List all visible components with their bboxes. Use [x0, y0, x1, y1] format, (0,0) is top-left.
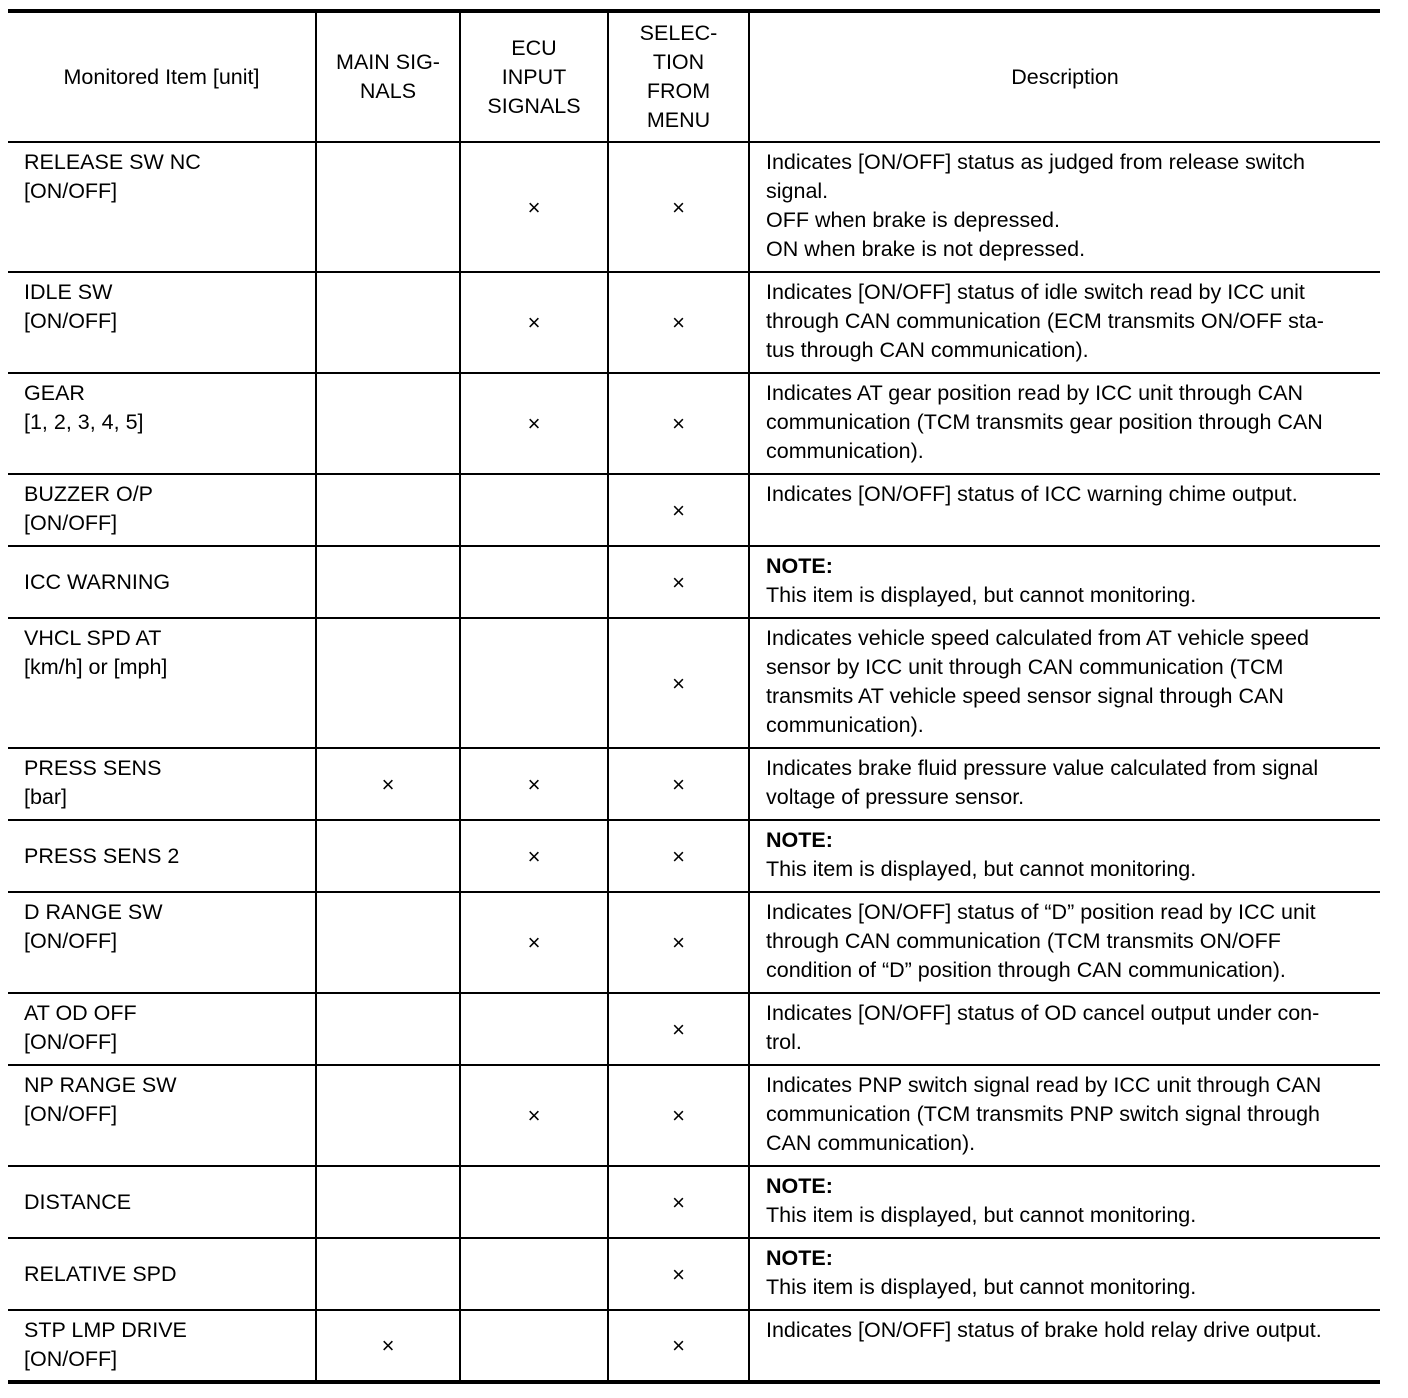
description-line: Indicates [ON/OFF] status as judged from release switch: [766, 150, 1305, 174]
ecu-mark-cell: [460, 1065, 608, 1166]
monitored-item-cell: [8, 618, 316, 748]
monitored-item-line: NP RANGE SW: [24, 1073, 177, 1097]
ecu-mark-cell: [460, 820, 608, 892]
check-mark: ×: [527, 194, 541, 220]
check-mark: ×: [381, 1333, 395, 1358]
description-line: Indicates [ON/OFF] status of idle switch read by ICC unit: [766, 280, 1305, 304]
header-line: FROM: [646, 79, 711, 103]
table-row: [8, 820, 1380, 892]
monitored-item-line: STP LMP DRIVE: [24, 1318, 187, 1342]
main-mark-cell: [316, 1065, 460, 1166]
check-mark: ×: [672, 930, 685, 955]
main-mark-cell: [316, 474, 460, 546]
ecu-mark-cell: [460, 373, 608, 474]
main-mark-cell: [316, 618, 460, 748]
monitored-item-line: BUZZER O/P: [24, 482, 154, 506]
note-text: This item is displayed, but cannot monitoring.: [766, 1203, 1197, 1227]
table-header-row: [8, 11, 1380, 142]
ecu-mark-cell: [460, 546, 608, 618]
description-line: ON when brake is not depressed.: [766, 237, 1086, 261]
main-mark-cell: [316, 373, 460, 474]
main-mark-cell: [316, 546, 460, 618]
table-row: [8, 993, 1380, 1065]
main-mark-cell: [316, 993, 460, 1065]
monitored-item-line: [ON/OFF]: [24, 1102, 118, 1126]
ecu-mark-cell: [460, 748, 608, 820]
table-row: [8, 474, 1380, 546]
monitored-item-line: RELATIVE SPD: [24, 1261, 177, 1286]
check-mark: ×: [672, 1261, 685, 1287]
header-line: MENU: [646, 108, 711, 132]
note-text: This item is displayed, but cannot monitoring.: [766, 1275, 1197, 1299]
description-line: OFF when brake is depressed.: [766, 208, 1060, 232]
description-line: Indicates PNP switch signal read by ICC unit through CAN: [766, 1073, 1322, 1097]
menu-mark-cell: [608, 373, 749, 474]
description-cell: [749, 993, 1380, 1065]
monitored-item-cell: [8, 1166, 316, 1238]
monitored-item-line: [ON/OFF]: [24, 1030, 118, 1054]
main-mark-cell: [316, 272, 460, 373]
main-mark-cell: [316, 892, 460, 993]
monitored-item-cell: [8, 892, 316, 993]
description-line: signal.: [766, 179, 829, 203]
check-mark: ×: [527, 411, 541, 436]
description-line: transmits AT vehicle speed sensor signal through CAN: [766, 684, 1284, 708]
monitored-item-cell: [8, 1238, 316, 1310]
check-mark: ×: [672, 310, 685, 335]
main-mark-cell: [316, 748, 460, 820]
monitored-item-line: [km/h] or [mph]: [24, 655, 168, 679]
header-selection-from-menu: [608, 11, 749, 142]
check-mark: ×: [527, 1103, 541, 1128]
note-text: This item is displayed, but cannot monitoring.: [766, 583, 1197, 607]
menu-mark-cell: [608, 142, 749, 272]
ecu-mark-cell: [460, 474, 608, 546]
main-mark-cell: [316, 1310, 460, 1382]
check-mark: ×: [672, 1103, 685, 1128]
description-line: Indicates [ON/OFF] status of OD cancel output under con-: [766, 1001, 1320, 1025]
table-row: [8, 748, 1380, 820]
monitored-item-cell: [8, 142, 316, 272]
main-mark-cell: [316, 142, 460, 272]
description-line: Indicates [ON/OFF] status of brake hold relay drive output.: [766, 1318, 1322, 1342]
monitored-item-line: [ON/OFF]: [24, 511, 118, 535]
description-cell: [749, 1065, 1380, 1166]
monitored-item-cell: [8, 1310, 316, 1382]
monitored-item-cell: [8, 1065, 316, 1166]
description-line: through CAN communication (TCM transmits ON/OFF: [766, 929, 1281, 953]
header-line: INPUT: [501, 64, 567, 89]
check-mark: ×: [527, 771, 541, 797]
note-label: NOTE:: [766, 1246, 833, 1270]
table-row: [8, 1310, 1380, 1382]
description-line: communication).: [766, 439, 924, 463]
check-mark: ×: [672, 843, 685, 869]
monitored-item-line: [bar]: [24, 785, 68, 809]
description-line: Indicates brake fluid pressure value calculated from signal: [766, 756, 1319, 780]
monitored-item-line: AT OD OFF: [24, 1001, 137, 1025]
description-line: trol.: [766, 1030, 802, 1054]
monitor-items-table: [8, 9, 1380, 1384]
monitored-item-line: [ON/OFF]: [24, 929, 118, 953]
description-line: Indicates vehicle speed calculated from AT vehicle speed: [766, 626, 1309, 650]
menu-mark-cell: [608, 1166, 749, 1238]
ecu-mark-cell: [460, 1310, 608, 1382]
table-row: [8, 142, 1380, 272]
description-line: communication (TCM transmits PNP switch signal through: [766, 1102, 1321, 1126]
header-line: Monitored Item [unit]: [63, 64, 260, 89]
menu-mark-cell: [608, 1238, 749, 1310]
menu-mark-cell: [608, 820, 749, 892]
check-mark: ×: [381, 771, 395, 797]
menu-mark-cell: [608, 272, 749, 373]
menu-mark-cell: [608, 1310, 749, 1382]
description-cell: [749, 272, 1380, 373]
check-mark: ×: [527, 843, 541, 869]
description-line: voltage of pressure sensor.: [766, 785, 1025, 809]
table-row: [8, 1238, 1380, 1310]
ecu-mark-cell: [460, 993, 608, 1065]
description-cell: [749, 748, 1380, 820]
monitored-item-cell: [8, 820, 316, 892]
check-mark: ×: [672, 569, 685, 595]
note-label: NOTE:: [766, 1174, 833, 1198]
ecu-mark-cell: [460, 892, 608, 993]
description-line: communication (TCM transmits gear position through CAN: [766, 410, 1323, 434]
description-cell: [749, 474, 1380, 546]
header-main-signals: [316, 11, 460, 142]
check-mark: ×: [672, 1189, 685, 1215]
description-cell: [749, 820, 1380, 892]
main-mark-cell: [316, 1166, 460, 1238]
description-line: tus through CAN communication).: [766, 338, 1089, 362]
main-mark-cell: [316, 820, 460, 892]
check-mark: ×: [672, 1333, 685, 1358]
monitored-item-cell: [8, 474, 316, 546]
note-text: This item is displayed, but cannot monitoring.: [766, 857, 1197, 881]
monitored-item-line: VHCL SPD AT: [24, 626, 162, 650]
monitored-item-cell: [8, 272, 316, 373]
description-cell: [749, 1310, 1380, 1382]
monitored-item-line: RELEASE SW NC: [24, 150, 201, 174]
description-line: Indicates AT gear position read by ICC unit through CAN: [766, 381, 1303, 405]
menu-mark-cell: [608, 546, 749, 618]
menu-mark-cell: [608, 892, 749, 993]
description-cell: [749, 1238, 1380, 1310]
check-mark: ×: [672, 194, 685, 220]
description-cell: [749, 373, 1380, 474]
check-mark: ×: [672, 411, 685, 436]
description-cell: [749, 546, 1380, 618]
header-ecu-input-signals: [460, 11, 608, 142]
monitored-item-cell: [8, 993, 316, 1065]
table-body: [8, 142, 1380, 1382]
ecu-mark-cell: [460, 1166, 608, 1238]
ecu-mark-cell: [460, 272, 608, 373]
description-cell: [749, 142, 1380, 272]
check-mark: ×: [672, 1016, 685, 1042]
monitored-item-line: D RANGE SW: [24, 900, 163, 924]
monitored-item-line: GEAR: [24, 381, 85, 405]
monitored-item-line: PRESS SENS: [24, 756, 162, 780]
ecu-mark-cell: [460, 1238, 608, 1310]
header-line: ECU: [511, 35, 557, 60]
ecu-mark-cell: [460, 142, 608, 272]
note-label: NOTE:: [766, 554, 833, 578]
menu-mark-cell: [608, 993, 749, 1065]
ecu-mark-cell: [460, 618, 608, 748]
monitored-item-line: IDLE SW: [24, 280, 113, 304]
monitored-item-line: [ON/OFF]: [24, 309, 118, 333]
description-line: communication).: [766, 713, 924, 737]
menu-mark-cell: [608, 748, 749, 820]
description-line: condition of “D” position through CAN communication).: [766, 958, 1286, 982]
monitored-item-line: [ON/OFF]: [24, 1347, 118, 1371]
menu-mark-cell: [608, 1065, 749, 1166]
table-row: [8, 618, 1380, 748]
description-cell: [749, 1166, 1380, 1238]
monitored-item-cell: [8, 373, 316, 474]
description-cell: [749, 618, 1380, 748]
check-mark: ×: [672, 670, 685, 696]
header-line: MAIN SIG-: [336, 50, 440, 74]
check-mark: ×: [672, 771, 685, 797]
description-line: CAN communication).: [766, 1131, 976, 1155]
check-mark: ×: [672, 497, 685, 523]
check-mark: ×: [527, 310, 541, 335]
header-line: SELEC-: [639, 21, 718, 45]
menu-mark-cell: [608, 474, 749, 546]
table-row: [8, 373, 1380, 474]
monitored-item-cell: [8, 748, 316, 820]
monitored-item-line: ICC WARNING: [24, 569, 171, 594]
menu-mark-cell: [608, 618, 749, 748]
monitored-item-line: PRESS SENS 2: [24, 843, 180, 868]
description-line: sensor by ICC unit through CAN communication (TCM: [766, 655, 1284, 679]
main-mark-cell: [316, 1238, 460, 1310]
check-mark: ×: [527, 930, 541, 955]
table-row: [8, 546, 1380, 618]
description-line: Indicates [ON/OFF] status of ICC warning chime output.: [766, 482, 1298, 506]
table-row: [8, 1065, 1380, 1166]
description-line: Indicates [ON/OFF] status of “D” position read by ICC unit: [766, 900, 1316, 924]
header-line: NALS: [359, 79, 417, 103]
header-line: TION: [652, 50, 705, 74]
note-label: NOTE:: [766, 828, 833, 852]
monitored-item-line: [1, 2, 3, 4, 5]: [24, 410, 144, 434]
description-line: through CAN communication (ECM transmits ON/OFF sta-: [766, 309, 1324, 333]
header-line: SIGNALS: [487, 93, 581, 118]
description-cell: [749, 892, 1380, 993]
table-row: [8, 892, 1380, 993]
monitored-item-line: DISTANCE: [24, 1189, 132, 1214]
monitored-item-line: [ON/OFF]: [24, 179, 118, 203]
header-line: Description: [1011, 64, 1119, 89]
header-description: [749, 11, 1380, 142]
header-monitored-item: [8, 11, 316, 142]
monitored-item-cell: [8, 546, 316, 618]
table-row: [8, 272, 1380, 373]
table-row: [8, 1166, 1380, 1238]
